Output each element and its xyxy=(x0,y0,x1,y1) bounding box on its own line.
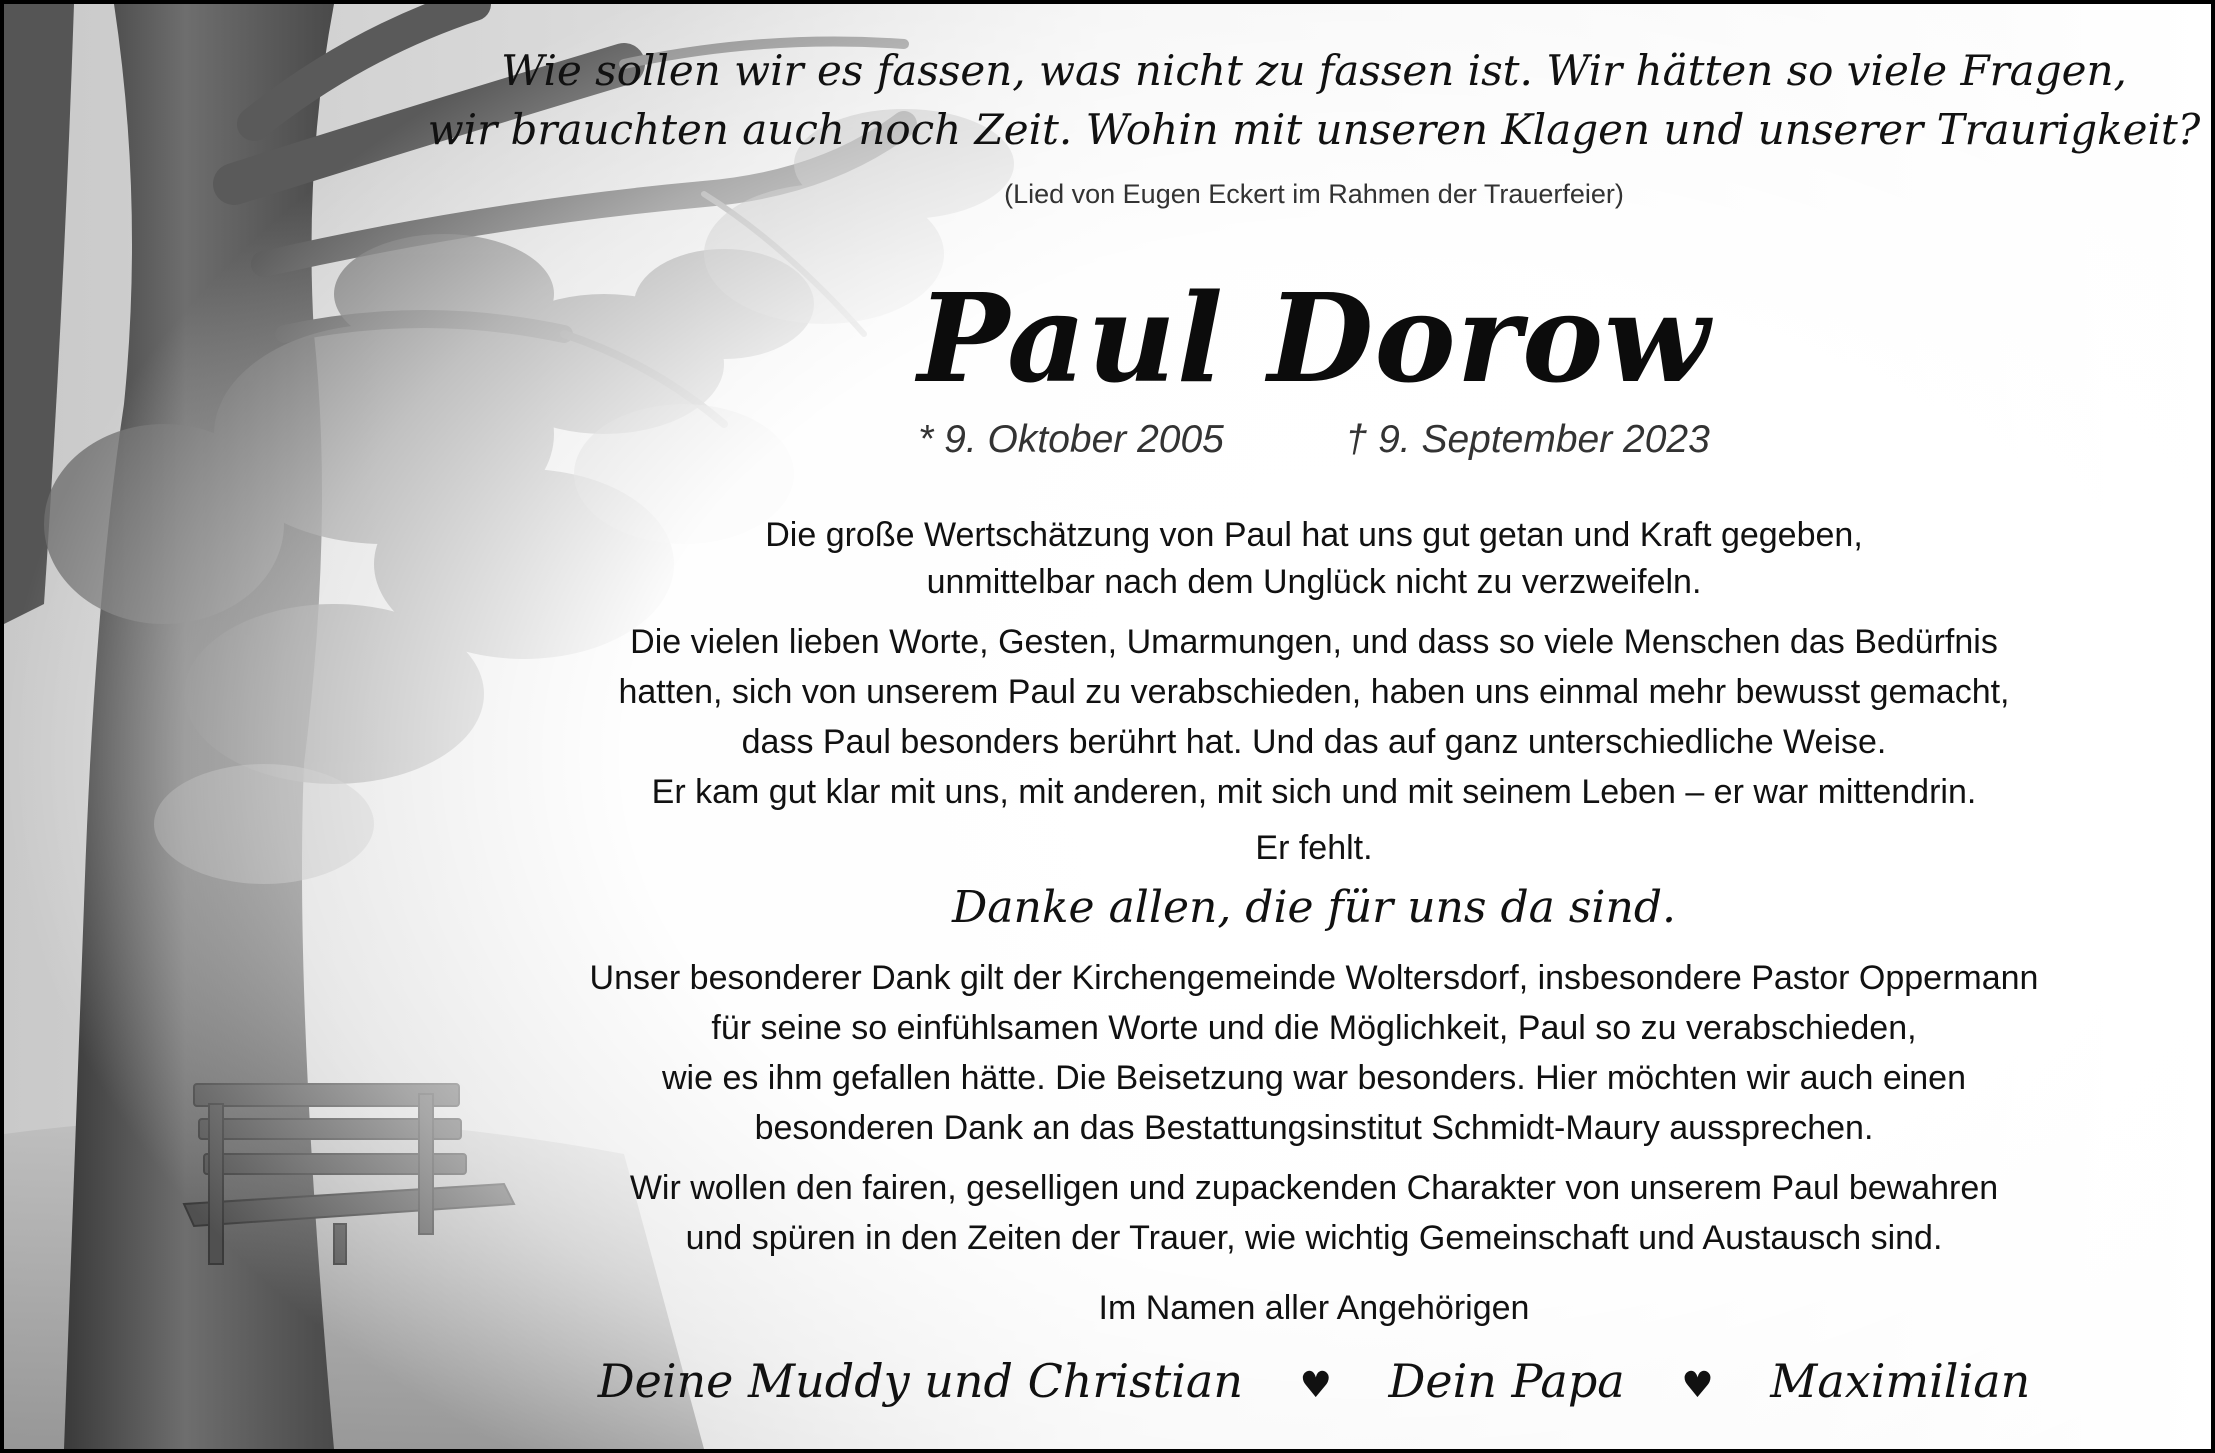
birth-date: * 9. Oktober 2005 xyxy=(918,418,1224,461)
para2-line-1: Die vielen lieben Worte, Gesten, Umarmungen, und dass so viele Menschen das Bedürfnis xyxy=(630,623,1998,661)
para3-line-4: besonderen Dank an das Bestattungsinstitut Schmidt-Maury aussprechen. xyxy=(754,1109,1874,1147)
quote-attribution: (Lied von Eugen Eckert im Rahmen der Trauerfeier) xyxy=(1004,179,1624,209)
heart-icon: ♥ xyxy=(1681,1365,1714,1406)
signature-2: Dein Papa xyxy=(1388,1354,1625,1408)
thanks-heading: Danke allen, die für uns da sind. xyxy=(952,882,1676,933)
quote-line-2: wir brauchten auch noch Zeit. Wohin mit unseren Klagen und unserer Traurigkeit? xyxy=(427,105,2201,154)
signature-3: Maximilian xyxy=(1770,1354,2031,1408)
para4-line-2: und spüren in den Zeiten der Trauer, wie wichtig Gemeinschaft und Austausch sind. xyxy=(685,1219,1943,1257)
para2-line-2: hatten, sich von unserem Paul zu verabschieden, haben uns einmal mehr bewusst gemacht, xyxy=(618,673,2010,711)
deceased-name: Paul Dorow xyxy=(917,266,1711,410)
death-date: † 9. September 2023 xyxy=(1345,418,1710,461)
para2-line-4: Er kam gut klar mit uns, mit anderen, mit sich und mit seinem Leben – er war mittendrin. xyxy=(651,773,1977,811)
signature-line xyxy=(424,1354,2204,1408)
para3-line-3: wie es ihm gefallen hätte. Die Beisetzung war besonders. Hier möchten wir auch einen xyxy=(661,1059,1967,1097)
para3-line-2: für seine so einfühlsamen Worte und die Möglichkeit, Paul so zu verabschieden, xyxy=(711,1009,1917,1047)
life-dates xyxy=(424,418,2204,462)
para4-line-1: Wir wollen den fairen, geselligen und zupackenden Charakter von unserem Paul bewahren xyxy=(629,1169,1999,1207)
para2-line-3: dass Paul besonders berührt hat. Und das auf ganz unterschiedliche Weise. xyxy=(741,723,1887,761)
heart-icon: ♥ xyxy=(1299,1365,1332,1406)
signature-1: Deine Muddy und Christian xyxy=(597,1354,1243,1408)
para3-line-1: Unser besonderer Dank gilt der Kirchengemeinde Woltersdorf, insbesondere Pastor Oppermann xyxy=(589,959,2039,997)
para2-line-5: Er fehlt. xyxy=(1255,829,1373,867)
para1-line-1: Die große Wertschätzung von Paul hat uns gut getan und Kraft gegeben, xyxy=(765,516,1863,554)
notice-text xyxy=(4,4,2211,1449)
para1-line-2: unmittelbar nach dem Unglück nicht zu verzweifeln. xyxy=(926,563,1702,601)
quote-line-1: Wie sollen wir es fassen, was nicht zu fassen ist. Wir hätten so viele Fragen, xyxy=(501,46,2127,95)
on-behalf-line: Im Namen aller Angehörigen xyxy=(1098,1289,1530,1327)
